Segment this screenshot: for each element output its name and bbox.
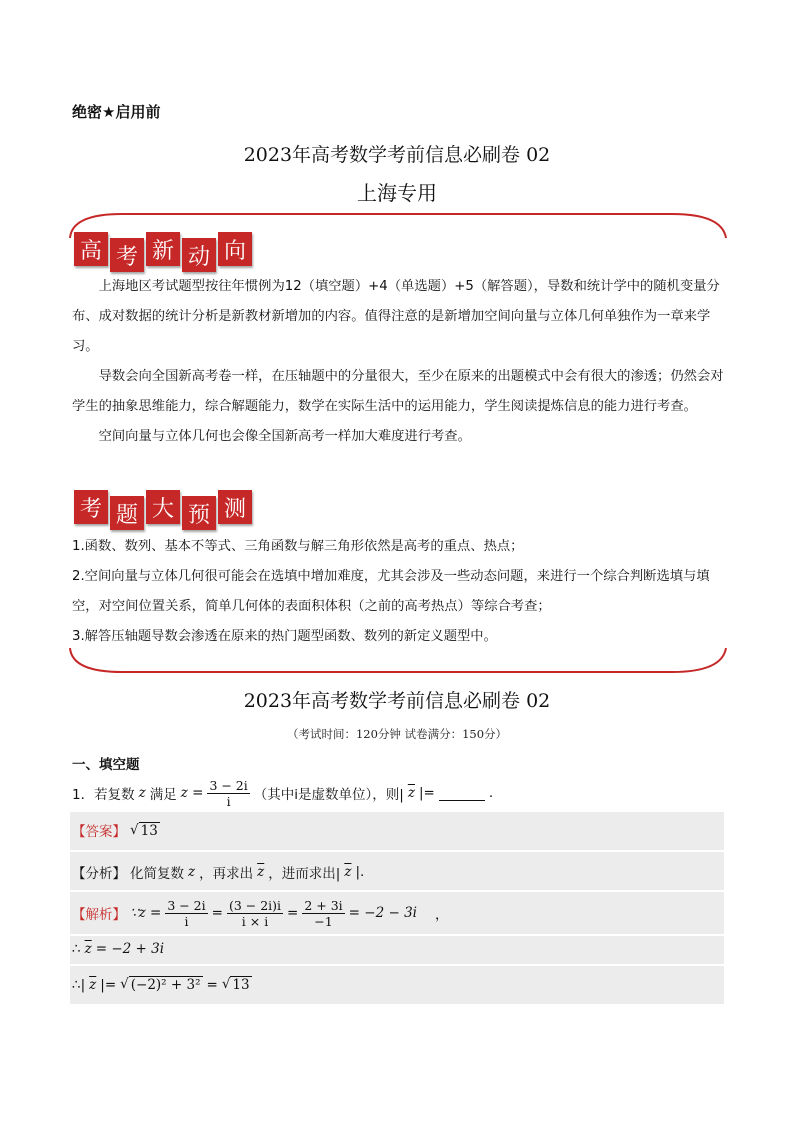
exam-title: 2023年高考数学考前信息必刷卷 02: [243, 690, 551, 712]
solution-line-2: ∴ $\overline{z}$ = −2 + 3i: [72, 941, 165, 957]
banner-tile: 考: [110, 238, 144, 272]
banner-tile: 向: [218, 232, 252, 266]
page-subtitle: 上海专用: [357, 181, 437, 205]
prediction-item: 1.函数、数列、基本不等式、三角函数与解三角形依然是高考的重点、热点；: [72, 539, 524, 554]
predictions-text: [72, 532, 724, 652]
new-trends-text: [72, 272, 724, 452]
answer-box: [70, 812, 724, 850]
analysis-line: 【分析】 化简复数 z ，再求出 $\overline{z}$ ，进而求出| $\overline{z}$ |.: [72, 864, 365, 882]
question-1: [72, 773, 493, 813]
trend-paragraph: 空间向量与立体几何也会像全国新高考一样加大难度进行考查。: [98, 429, 471, 444]
q1-end: .: [488, 785, 494, 801]
q1-mid: 满足: [149, 787, 177, 803]
solution-label: 【解析】: [72, 907, 126, 923]
solution-line-1: 【解析】 ∵z = $\frac{3 - 2i}{i}$ = $\frac{(3 - 2i)i}{i \times i}$ = $\frac{2 + 3i}{-1}$ = −2 − 3i ，: [72, 897, 449, 929]
prediction-item: 2.空间向量与立体几何很可能会在选填中增加难度，尤其会涉及一些动态问题，来进行一个综合判断选填与填空，对空间位置关系，简单几何体的表面积体积（之前的高考热点）等综合考查；: [72, 569, 710, 614]
predictions-banner: [74, 490, 252, 530]
q1-suffix2: |=: [418, 785, 435, 801]
banner-tile: 题: [110, 496, 144, 530]
banner-tile: 大: [146, 490, 180, 524]
banner-tile: 测: [218, 490, 252, 524]
analysis-text: 化简复数: [130, 866, 184, 882]
answer-label: 【答案】: [72, 824, 126, 840]
q1-conj-var: $\overline{z}$: [407, 785, 415, 801]
page-title: 2023年高考数学考前信息必刷卷 02: [243, 144, 551, 166]
solution-fraction-3: $\frac{2 + 3i}{-1}$: [304, 897, 343, 929]
q1-fraction: [207, 778, 249, 809]
q1-eq: z =: [180, 785, 204, 801]
secret-label: 绝密★启用前: [72, 103, 161, 121]
prediction-item: 3.解答压轴题导数会渗透在原来的热门题型函数、数列的新定义题型中。: [72, 629, 497, 644]
q1-suffix: （其中i是虚数单位），则|: [253, 787, 404, 803]
fraction-numerator: 3 − 2i: [209, 777, 248, 793]
q1-prefix: 1．若复数: [72, 787, 135, 803]
banner-tile: 考: [74, 490, 108, 524]
analysis-label: 【分析】: [72, 866, 126, 882]
exam-info: （考试时间：120分钟 试卷满分：150分）: [286, 727, 508, 741]
section-heading: 一、填空题: [72, 757, 140, 773]
new-trends-banner: [74, 232, 252, 272]
banner-tile: 预: [182, 496, 216, 530]
trend-paragraph: 导数会向全国新高考卷一样，在压轴题中的分量很大，至少在原来的出题模式中会有很大的渗透；仍然会对学生的抽象思维能力，综合解题能力，数学在实际生活中的运用能力，学生阅读提炼信息的能力进行考查。: [72, 369, 724, 414]
answer-blank[interactable]: [439, 786, 485, 801]
banner-tile: 高: [74, 232, 108, 266]
q1-var: z: [138, 785, 146, 801]
solution-fraction-1: $\frac{3 - 2i}{i}$: [167, 897, 206, 929]
banner-tile: 新: [146, 232, 180, 266]
trend-paragraph: 上海地区考试题型按往年惯例为12（填空题）+4（单选题）+5（解答题），导数和统计学中的随机变量分布、成对数据的统计分析是新教材新增加的内容。值得注意的是新增加空间向量与立体几何单独作为一章来学习。: [72, 279, 720, 354]
solution-line-3: ∴| $\overline{z}$ |= √ (−2)² + 3² = √ 13: [72, 976, 250, 993]
answer-line: [72, 820, 160, 840]
solution-box-2: [70, 936, 724, 964]
fraction-denominator: i: [226, 793, 231, 809]
banner-tile: 动: [182, 238, 216, 272]
solution-fraction-2: $\frac{(3 - 2i)i}{i \times i}$: [228, 897, 282, 929]
bottom-arc-divider: [62, 646, 732, 676]
answer-value: √ 13: [130, 821, 158, 839]
